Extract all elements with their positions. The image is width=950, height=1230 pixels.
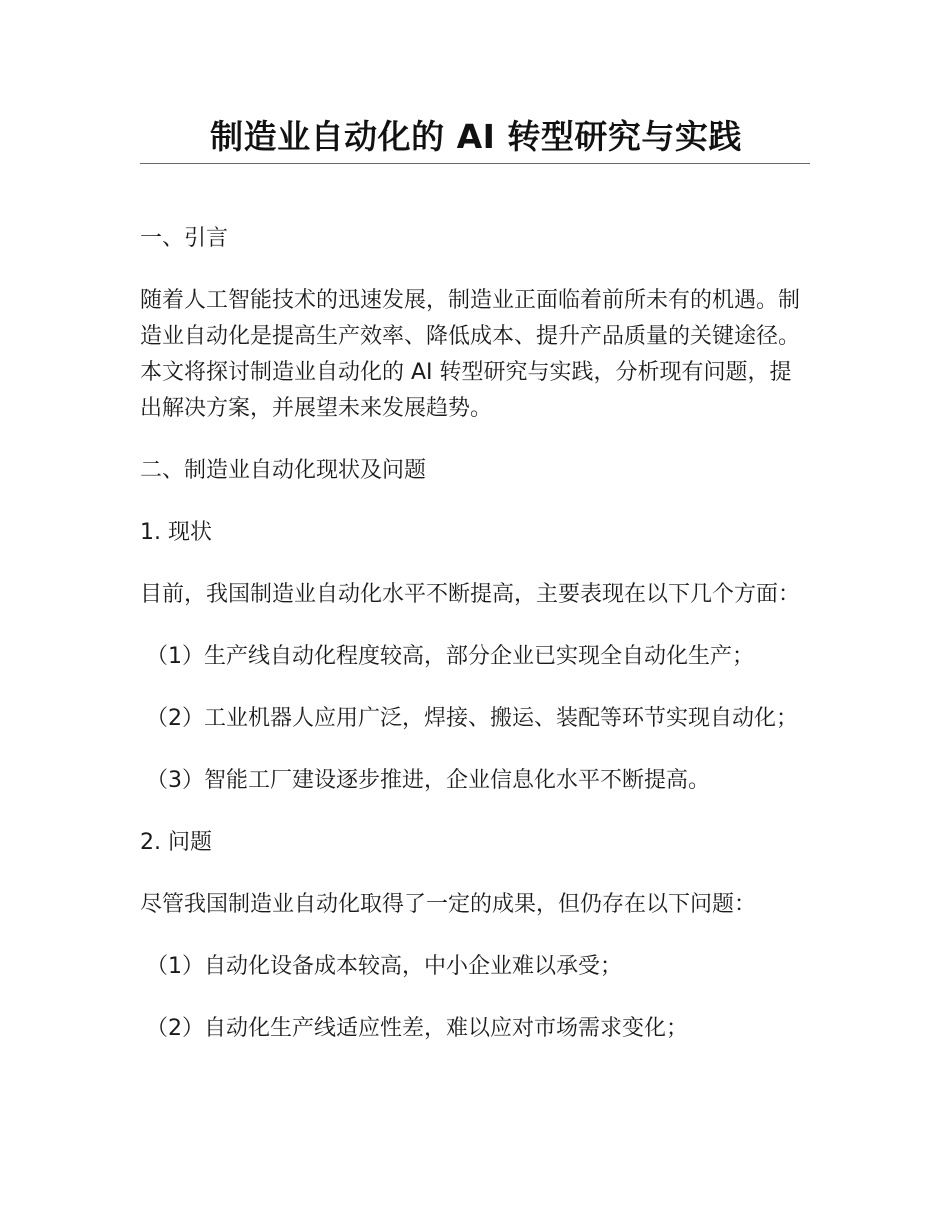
title-divider	[140, 163, 810, 164]
problems-list-item: （1）自动化设备成本较高，中小企业难以承受；	[146, 954, 622, 979]
status-list-item: （2）工业机器人应用广泛，焊接、搬运、装配等环节实现自动化；	[146, 706, 798, 731]
intro-paragraph: 随着人工智能技术的迅速发展，制造业正面临着前所未有的机遇。制造业自动化是提高生产效率、降低成本、提升产品质量的关键途径。本文将探讨制造业自动化的 AI 转型研究与实践，分析现有问题，提出解决方案，并展望未来发展趋势。	[140, 288, 801, 421]
problems-list-item: （2）自动化生产线适应性差，难以应对市场需求变化；	[146, 1016, 688, 1041]
document-body	[140, 221, 830, 1073]
status-paragraph: 目前，我国制造业自动化水平不断提高，主要表现在以下几个方面：	[140, 582, 801, 607]
document-title: 制造业自动化的 AI 转型研究与实践	[210, 117, 742, 156]
subsection-heading-problems: 2. 问题	[140, 830, 212, 855]
status-list-item: （1）生产线自动化程度较高，部分企业已实现全自动化生产；	[146, 644, 754, 669]
subsection-heading-status: 1. 现状	[140, 520, 212, 545]
status-list-item: （3）智能工厂建设逐步推进，企业信息化水平不断提高。	[146, 768, 710, 793]
section-heading-status: 二、制造业自动化现状及问题	[140, 458, 427, 483]
problems-paragraph: 尽管我国制造业自动化取得了一定的成果，但仍存在以下问题：	[140, 892, 757, 917]
section-heading-intro: 一、引言	[140, 226, 229, 251]
